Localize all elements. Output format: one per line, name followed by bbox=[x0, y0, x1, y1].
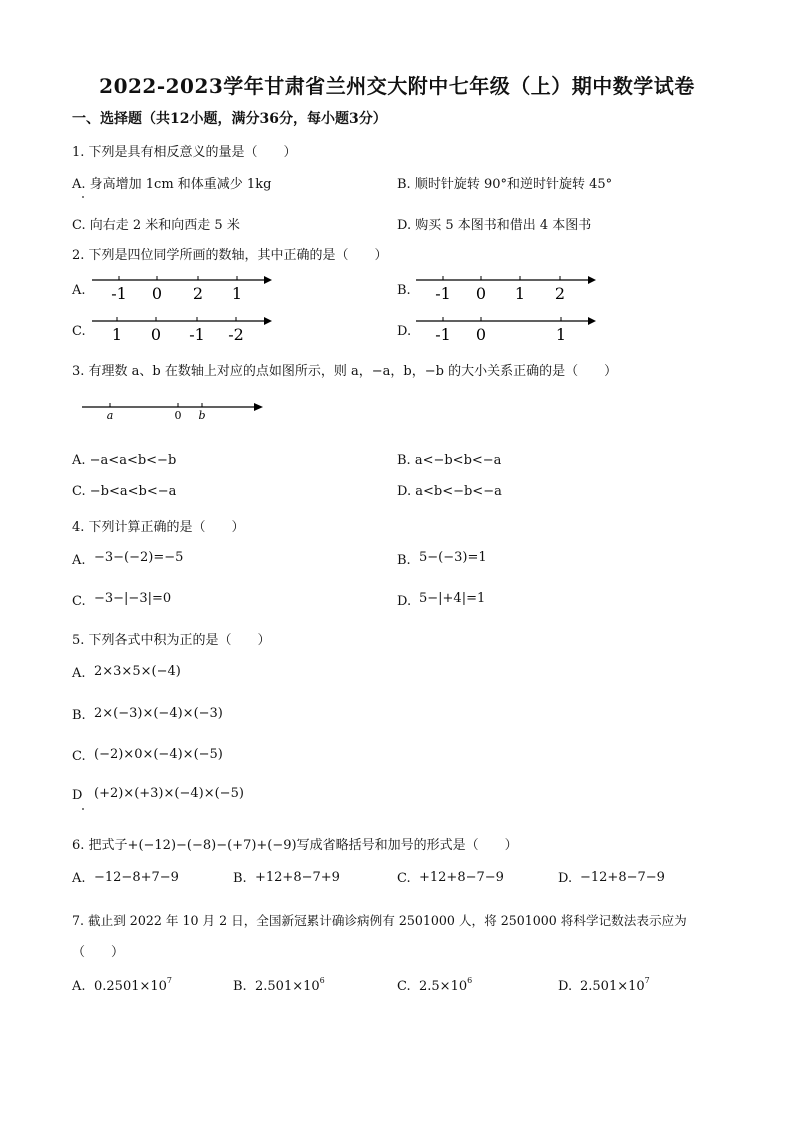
q2-stem: 2. 下列是四位同学所画的数轴，其中正确的是（ ） bbox=[72, 248, 388, 263]
q7-b-base: 2.501×10 bbox=[255, 979, 320, 994]
point-label-a: a bbox=[106, 409, 114, 422]
tick-label: 2 bbox=[554, 284, 566, 303]
q7-c-base: 2.5×10 bbox=[419, 979, 468, 994]
tick-label: -1 bbox=[111, 284, 127, 303]
q5-option-b-math: 2×(−3)×(−4)×(−3) bbox=[94, 706, 223, 721]
point-label-b: b bbox=[198, 409, 206, 422]
q6-option-d-label[interactable]: D. bbox=[558, 871, 573, 886]
scan-dot bbox=[82, 808, 84, 810]
q7-option-d-math bbox=[580, 976, 650, 994]
q4-option-d-label[interactable]: D. bbox=[397, 594, 412, 609]
q5-option-c-math: (−2)×0×(−4)×(−5) bbox=[94, 747, 223, 762]
q5-option-a-label[interactable]: A. bbox=[72, 666, 86, 681]
q5-option-b-label[interactable]: B. bbox=[72, 708, 86, 723]
tick-label: 1 bbox=[231, 284, 243, 303]
q4-option-a-label[interactable]: A. bbox=[72, 553, 86, 568]
tick-label: -1 bbox=[435, 284, 451, 303]
q2-axis-c bbox=[88, 309, 278, 345]
tick-label: 1 bbox=[514, 284, 526, 303]
arrow-icon bbox=[588, 276, 596, 284]
q5-option-d-math: (+2)×(+3)×(−4)×(−5) bbox=[94, 786, 244, 801]
q7-option-d-label[interactable]: D. bbox=[558, 979, 573, 994]
tick-label: 0 bbox=[151, 284, 163, 303]
q1-stem: 1. 下列是具有相反意义的量是（ ） bbox=[72, 145, 297, 160]
q2-axis-b bbox=[412, 268, 602, 304]
q6-stem-suffix: 写成省略括号和加号的形式是（ ） bbox=[296, 838, 518, 853]
tick-label: -1 bbox=[435, 325, 451, 344]
q2-option-c-label[interactable]: C. bbox=[72, 324, 86, 339]
q2-option-a-label[interactable]: A. bbox=[72, 283, 86, 298]
point-label-zero: 0 bbox=[174, 409, 182, 422]
q1-option-c[interactable]: C. 向右走 2 米和向西走 5 米 bbox=[72, 218, 240, 233]
q5-option-a-math: 2×3×5×(−4) bbox=[94, 664, 181, 679]
arrow-icon bbox=[264, 317, 272, 325]
q6-stem bbox=[72, 834, 518, 853]
q5-option-d-label[interactable]: D bbox=[72, 788, 83, 803]
q2-option-d-label[interactable]: D. bbox=[397, 324, 412, 339]
q6-option-d-math: −12+8−7−9 bbox=[580, 870, 665, 885]
q7-d-base: 2.501×10 bbox=[580, 979, 645, 994]
arrow-icon bbox=[264, 276, 272, 284]
q3-option-b[interactable]: B. a<−b<b<−a bbox=[397, 453, 502, 468]
q2-axis-a bbox=[88, 268, 278, 304]
page-title: 2022-2023学年甘肃省兰州交大附中七年级（上）期中数学试卷 bbox=[99, 74, 695, 98]
tick-label: 2 bbox=[192, 284, 204, 303]
q2-option-b-label[interactable]: B. bbox=[397, 283, 411, 298]
q6-option-a-label[interactable]: A. bbox=[72, 871, 86, 886]
q4-option-a-math: −3−(−2)=−5 bbox=[94, 550, 184, 565]
q6-option-a-math: −12−8+7−9 bbox=[94, 870, 179, 885]
q4-option-b-label[interactable]: B. bbox=[397, 553, 411, 568]
tick-label: 0 bbox=[475, 284, 487, 303]
q7-option-c-math bbox=[419, 976, 473, 994]
arrow-icon bbox=[254, 403, 263, 411]
section-heading: 一、选择题（共12小题，满分36分，每小题3分） bbox=[72, 111, 387, 127]
q7-a-base: 0.2501×10 bbox=[94, 979, 167, 994]
q6-option-b-math: +12+8−7+9 bbox=[255, 870, 340, 885]
q7-option-a-math bbox=[94, 976, 173, 994]
tick-label: 1 bbox=[555, 325, 567, 344]
arrow-icon bbox=[588, 317, 596, 325]
tick-label: 1 bbox=[111, 325, 123, 344]
q1-option-d[interactable]: D. 购买 5 本图书和借出 4 本图书 bbox=[397, 218, 592, 233]
q5-option-c-label[interactable]: C. bbox=[72, 749, 86, 764]
q7-option-b-math bbox=[255, 976, 325, 994]
q6-option-b-label[interactable]: B. bbox=[233, 871, 247, 886]
tick-label: 0 bbox=[475, 325, 487, 344]
q1-option-b[interactable]: B. 顺时针旋转 90°和逆时针旋转 45° bbox=[397, 177, 613, 192]
q4-option-c-math: −3−|−3|=0 bbox=[94, 591, 172, 606]
q7-option-c-label[interactable]: C. bbox=[397, 979, 411, 994]
q6-stem-prefix: 6. 把式子 bbox=[72, 838, 128, 853]
q6-option-c-math: +12+8−7−9 bbox=[419, 870, 504, 885]
q3-stem: 3. 有理数 a、b 在数轴上对应的点如图所示，则 a，−a，b，−b 的大小关系正确的是（ ） bbox=[72, 364, 618, 379]
tick-label: -1 bbox=[189, 325, 205, 344]
q3-option-c[interactable]: C. −b<a<b<−a bbox=[72, 484, 177, 499]
q7-option-a-label[interactable]: A. bbox=[72, 979, 86, 994]
q3-option-a[interactable]: A. −a<a<b<−b bbox=[72, 453, 177, 468]
q7-b-exponent: 6 bbox=[319, 976, 325, 985]
tick-label: -2 bbox=[228, 325, 244, 344]
q2-axis-d bbox=[412, 309, 602, 345]
q3-number-line bbox=[78, 398, 268, 424]
q7-stem-line1: 7. 截止到 2022 年 10 月 2 日，全国新冠累计确诊病例有 2501000 人，将 2501000 将科学记数法表示应为 bbox=[72, 913, 687, 928]
q3-option-d[interactable]: D. a<b<−b<−a bbox=[397, 484, 502, 499]
q6-option-c-label[interactable]: C. bbox=[397, 871, 411, 886]
q4-option-c-label[interactable]: C. bbox=[72, 594, 86, 609]
q4-option-d-math: 5−|+4|=1 bbox=[419, 591, 486, 606]
scan-dot bbox=[82, 196, 84, 198]
tick-label: 0 bbox=[150, 325, 162, 344]
q1-option-a[interactable]: A. 身高增加 1cm 和体重减少 1kg bbox=[72, 177, 272, 192]
q5-stem: 5. 下列各式中积为正的是（ ） bbox=[72, 633, 271, 648]
q4-option-b-math: 5−(−3)=1 bbox=[419, 550, 487, 565]
q7-d-exponent: 7 bbox=[644, 976, 650, 985]
q6-stem-expression: +(−12)−(−8)−(+7)+(−9) bbox=[127, 838, 297, 853]
q7-a-exponent: 7 bbox=[166, 976, 173, 985]
q7-c-exponent: 6 bbox=[467, 976, 473, 985]
q7-option-b-label[interactable]: B. bbox=[233, 979, 247, 994]
q7-stem-line2: （ ） bbox=[72, 945, 125, 960]
q4-stem: 4. 下列计算正确的是（ ） bbox=[72, 520, 245, 535]
